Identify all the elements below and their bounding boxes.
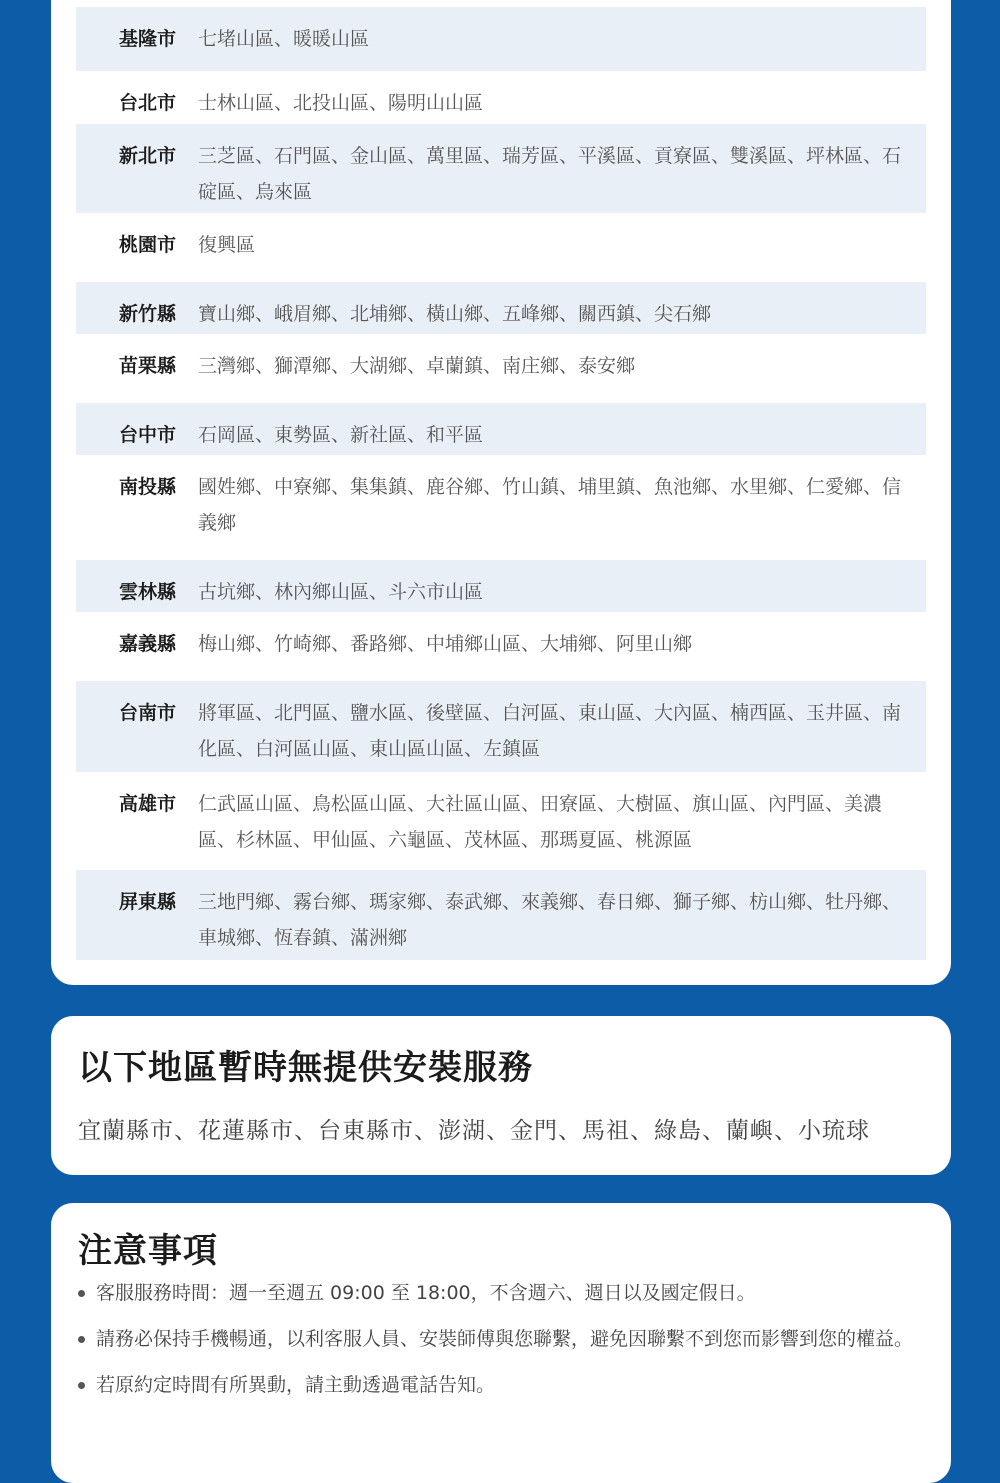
region-name: 桃園市	[118, 234, 176, 256]
region-areas: 三地門鄉、霧台鄉、瑪家鄉、泰武鄉、來義鄉、春日鄉、獅子鄉、枋山鄉、牡丹鄉、車城鄉、恆春鎮、滿洲鄉	[198, 891, 902, 949]
notes-title: 注意事項	[78, 1231, 218, 1271]
region-areas: 寶山鄉、峨眉鄉、北埔鄉、橫山鄉、五峰鄉、關西鎮、尖石鄉	[198, 303, 712, 325]
region-row	[76, 124, 926, 213]
region-row	[76, 870, 926, 960]
region-areas: 梅山鄉、竹崎鄉、番路鄉、中埔鄉山區、大埔鄉、阿里山鄉	[198, 633, 693, 655]
notes-card	[51, 1203, 951, 1483]
region-row	[76, 612, 926, 681]
region-areas: 將軍區、北門區、鹽水區、後壁區、白河區、東山區、大內區、楠西區、玉井區、南化區、白河區山區、東山區山區、左鎮區	[198, 702, 902, 760]
region-row	[76, 282, 926, 334]
region-areas: 仁武區山區、鳥松區山區、大社區山區、田寮區、大樹區、旗山區、內門區、美濃區、杉林區、甲仙區、六龜區、茂林區、那瑪夏區、桃源區	[198, 793, 883, 851]
region-name: 屏東縣	[118, 891, 176, 913]
region-row	[76, 772, 926, 870]
region-areas: 三芝區、石門區、金山區、萬里區、瑞芳區、平溪區、貢寮區、雙溪區、坪林區、石碇區、烏來區	[198, 145, 902, 203]
bullet-icon	[78, 1382, 85, 1389]
region-name: 基隆市	[118, 28, 176, 50]
note-item	[78, 1275, 928, 1311]
region-row	[76, 403, 926, 455]
mountain-regions-card	[51, 0, 951, 985]
bullet-icon	[78, 1336, 85, 1343]
region-name: 新竹縣	[118, 303, 176, 325]
region-name: 苗栗縣	[118, 355, 176, 377]
region-areas: 三灣鄉、獅潭鄉、大湖鄉、卓蘭鎮、南庄鄉、泰安鄉	[198, 355, 636, 377]
bullet-icon	[78, 1290, 85, 1297]
note-text: 若原約定時間有所異動，請主動透過電話告知。	[96, 1374, 496, 1396]
region-areas: 七堵山區、暖暖山區	[198, 28, 370, 50]
region-name: 台中市	[118, 424, 176, 446]
region-areas: 國姓鄉、中寮鄉、集集鎮、鹿谷鄉、竹山鎮、埔里鎮、魚池鄉、水里鄉、仁愛鄉、信義鄉	[198, 476, 902, 534]
region-name: 雲林縣	[118, 581, 176, 603]
region-areas: 復興區	[198, 234, 256, 256]
region-row	[76, 681, 926, 772]
no-service-card	[51, 1016, 951, 1175]
no-service-areas: 宜蘭縣市、花蓮縣市、台東縣市、澎湖、金門、馬祖、綠島、蘭嶼、小琉球	[78, 1118, 870, 1144]
region-row	[76, 7, 926, 71]
region-name: 台南市	[118, 702, 176, 724]
region-areas: 士林山區、北投山區、陽明山山區	[198, 92, 484, 114]
region-row	[76, 213, 926, 282]
region-areas: 古坑鄉、林內鄉山區、斗六市山區	[198, 581, 484, 603]
note-text: 請務必保持手機暢通，以利客服人員、安裝師傅與您聯繫，避免因聯繫不到您而影響到您的權益。	[96, 1328, 914, 1350]
region-name: 南投縣	[118, 476, 176, 498]
region-row	[76, 455, 926, 560]
region-row	[76, 334, 926, 403]
region-name: 高雄市	[118, 793, 176, 815]
note-item	[78, 1367, 928, 1403]
notes-list	[78, 1275, 928, 1413]
region-name: 台北市	[118, 92, 176, 114]
region-row	[76, 71, 926, 124]
note-item	[78, 1321, 928, 1357]
region-name: 新北市	[118, 145, 176, 167]
region-row	[76, 560, 926, 612]
no-service-title: 以下地區暫時無提供安裝服務	[78, 1048, 533, 1088]
region-name: 嘉義縣	[118, 633, 176, 655]
region-areas: 石岡區、東勢區、新社區、和平區	[198, 424, 484, 446]
note-text: 客服服務時間：週一至週五 09:00 至 18:00，不含週六、週日以及國定假日。	[96, 1282, 756, 1304]
regions-table	[76, 7, 926, 960]
